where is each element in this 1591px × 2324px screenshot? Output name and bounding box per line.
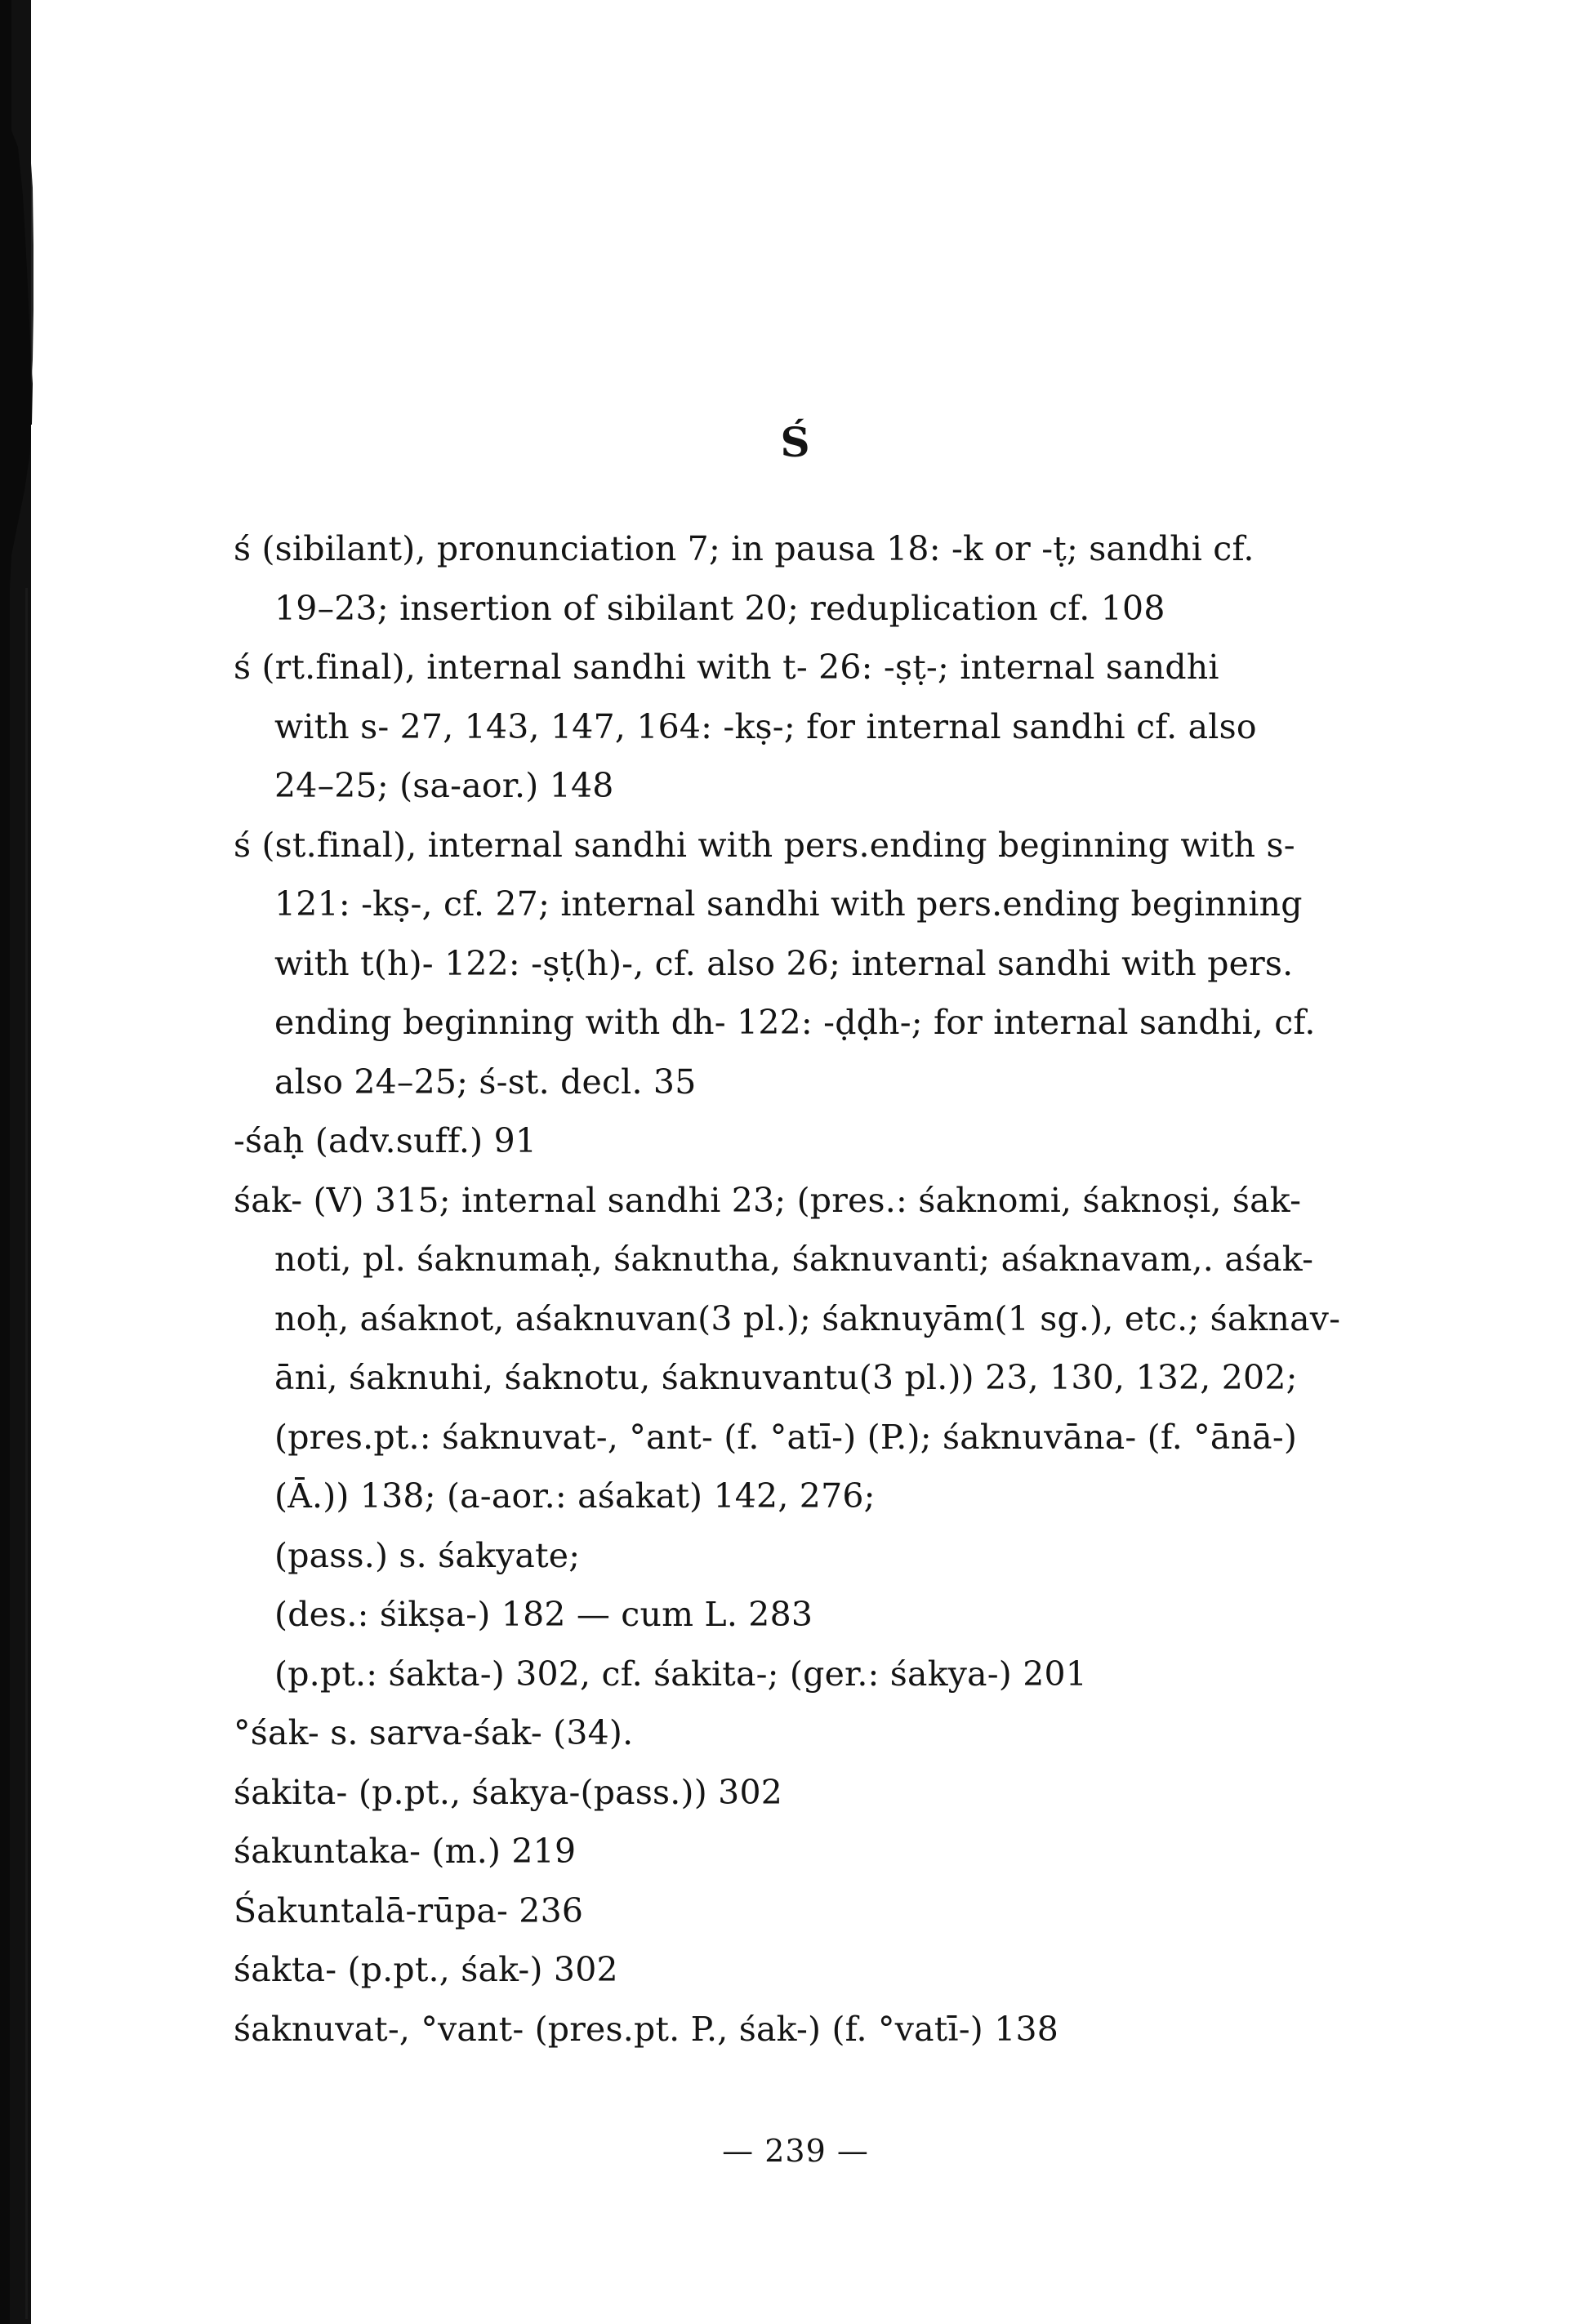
entry-line: ś (sibilant), pronunciation 7; in pausa 18: -k or -ṭ; sandhi cf. xyxy=(234,529,1255,568)
entry-line: 121: -kṣ-, cf. 27; internal sandhi with pers.ending beginning xyxy=(274,884,1303,924)
index-entry xyxy=(234,519,1312,638)
entry-line: (des.: śikṣa-) 182 — cum L. 283 xyxy=(274,1595,813,1634)
entry-line: śak- (V) 315; internal sandhi 23; (pres.: śaknomi, śaknoṣi, śak- xyxy=(234,1180,1302,1220)
entry-line: (p.pt.: śakta-) 302, cf. śakita-; (ger.: śakya-) 201 xyxy=(274,1654,1088,1694)
entry-line: śakuntaka- (m.) 219 xyxy=(234,1832,577,1871)
page-number: — 239 — xyxy=(722,2133,869,2169)
entry-line: śaknuvat-, °vant- (pres.pt. P., śak-) (f. °vatī-) 138 xyxy=(234,2009,1059,2049)
index-entry xyxy=(234,816,1316,1112)
entry-line: 19–23; insertion of sibilant 20; reduplication cf. 108 xyxy=(274,588,1165,628)
entry-line: (pass.) s. śakyate; xyxy=(274,1535,581,1575)
entry-line: with t(h)- 122: -ṣṭ(h)-, cf. also 26; internal sandhi with pers. xyxy=(274,943,1294,983)
entry-line: °śak- s. sarva-śak- (34). xyxy=(234,1713,634,1752)
entry-line: Śakuntalā-rūpa- 236 xyxy=(234,1890,584,1930)
index-entry xyxy=(234,1881,1312,1941)
entry-line: ending beginning with dh- 122: -ḍḍh-; for internal sandhi, cf. xyxy=(274,1003,1316,1042)
entry-line: āni, śaknuhi, śaknotu, śaknuvantu(3 pl.)) 23, 130, 132, 202; xyxy=(274,1358,1298,1397)
entry-line: ś (rt.final), internal sandhi with t- 26: -ṣṭ-; internal sandhi xyxy=(234,648,1219,687)
entry-line: noti, pl. śaknumaḥ, śaknutha, śaknuvanti; aśaknavam,. aśak- xyxy=(274,1240,1314,1279)
index-entry xyxy=(234,1940,1312,2000)
entry-line: ś (st.final), internal sandhi with pers.ending beginning with s- xyxy=(234,825,1295,865)
index-entry xyxy=(234,1111,1312,1171)
entry-line: (pres.pt.: śaknuvat-, °ant- (f. °atī-) (P.); śaknuvāna- (f. °ānā-) xyxy=(274,1417,1298,1457)
binding-shadow-graphic xyxy=(0,0,34,2324)
section-heading: Ś xyxy=(780,418,811,466)
entry-line: with s- 27, 143, 147, 164: -kṣ-; for internal sandhi cf. also xyxy=(274,706,1257,746)
index-entry xyxy=(234,2000,1312,2059)
entry-line: śakita- (p.pt., śakya-(pass.)) 302 xyxy=(234,1772,783,1812)
index-entry xyxy=(234,1171,1341,1704)
index-entries xyxy=(234,519,1341,2059)
index-entry xyxy=(234,1703,1312,1763)
entry-line: -śaḥ (adv.suff.) 91 xyxy=(234,1121,537,1160)
page-binding-edge xyxy=(0,0,34,2324)
index-entry xyxy=(234,1822,1312,1881)
entry-line: śakta- (p.pt., śak-) 302 xyxy=(234,1950,618,1989)
entry-line: also 24–25; ś-st. decl. 35 xyxy=(274,1062,697,1102)
entry-line: (Ā.)) 138; (a-aor.: aśakat) 142, 276; xyxy=(274,1476,876,1516)
entry-line: 24–25; (sa-aor.) 148 xyxy=(274,766,614,805)
index-entry xyxy=(234,638,1312,816)
index-entry xyxy=(234,1763,1312,1823)
entry-line: noḥ, aśaknot, aśaknuvan(3 pl.); śaknuyām(1 sg.), etc.; śaknav- xyxy=(274,1298,1341,1338)
